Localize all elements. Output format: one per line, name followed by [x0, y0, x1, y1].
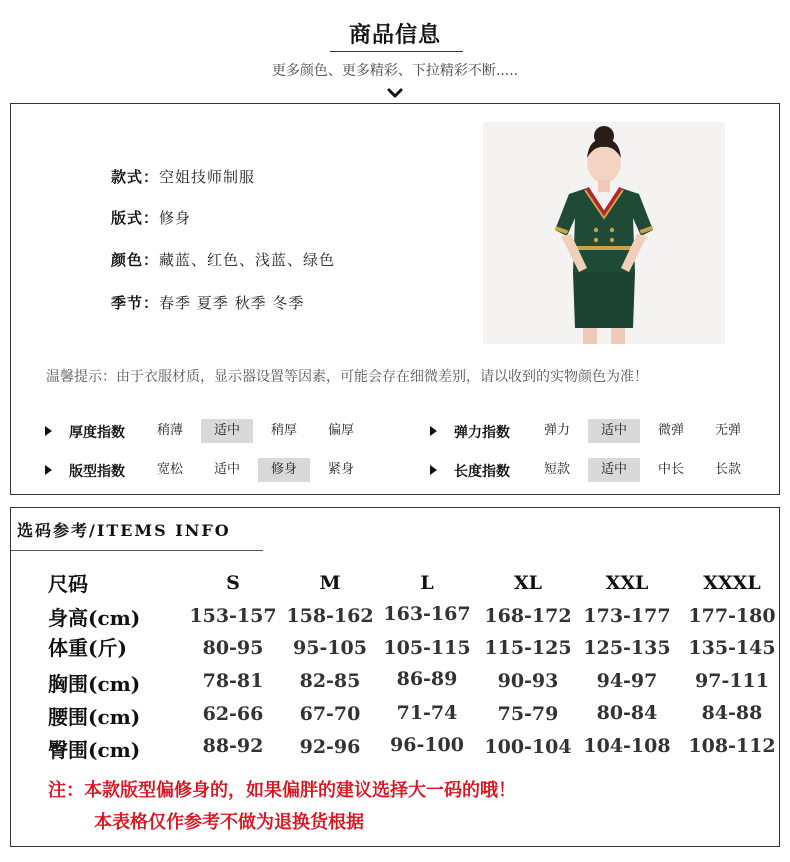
index-option: 适中 — [213, 462, 240, 477]
index-option: 无弹 — [714, 423, 741, 438]
index-option: 稍厚 — [270, 423, 297, 438]
page-title: 商品信息 — [348, 23, 441, 48]
triangle-right-icon — [45, 465, 52, 475]
spec-fit: 版式：修身 — [111, 209, 192, 227]
index-option-selected: 修身 — [258, 458, 310, 482]
size-header-l: L — [420, 572, 434, 594]
size-warning: 注：本款版型偏修身的，如果偏胖的建议选择大一码的哦！ — [48, 780, 516, 801]
index-option-selected: 适中 — [201, 419, 253, 443]
row-label-waist: 腰围(cm) — [48, 705, 141, 729]
table-cell: 75-79 — [497, 703, 559, 725]
table-cell: 88-92 — [202, 735, 264, 757]
table-cell: 80-95 — [202, 637, 264, 659]
row-label-weight: 体重(斤) — [48, 636, 127, 660]
index-option: 长款 — [714, 462, 741, 477]
size-disclaimer: 本表格仅作参考不做为退换货根据 — [94, 812, 364, 833]
table-cell: 80-84 — [596, 702, 658, 724]
spec-style: 款式：空姐技师制服 — [111, 168, 256, 186]
index-option: 微弹 — [657, 423, 684, 438]
index-option: 稍薄 — [156, 423, 183, 438]
size-header-xxl: XXL — [605, 572, 649, 594]
size-header-label: 尺码 — [48, 572, 88, 596]
index-option: 偏厚 — [327, 423, 354, 438]
index-option: 紧身 — [327, 462, 354, 477]
title-underline — [330, 51, 463, 52]
index-option-selected: 适中 — [588, 419, 640, 443]
product-photo — [483, 122, 725, 344]
index-length: 长度指数 短款 适中 中长 长款 — [396, 458, 780, 482]
size-chart-panel — [10, 507, 780, 847]
size-header-xxxl: XXXL — [703, 572, 761, 594]
spec-season: 季节：春季 夏季 秋季 冬季 — [111, 294, 305, 312]
index-option: 宽松 — [156, 462, 183, 477]
triangle-right-icon — [45, 426, 52, 436]
table-cell: 108-112 — [688, 735, 776, 757]
table-cell: 125-135 — [583, 637, 671, 659]
table-cell: 100-104 — [484, 736, 572, 758]
table-cell: 97-111 — [695, 670, 769, 692]
table-cell: 104-108 — [583, 735, 671, 757]
index-option: 中长 — [657, 462, 684, 477]
triangle-right-icon — [430, 465, 437, 475]
row-label-hip: 臀围(cm) — [48, 738, 141, 762]
table-cell: 135-145 — [688, 637, 776, 659]
table-cell: 92-96 — [299, 736, 361, 758]
page-subtitle: 更多颜色、更多精彩、下拉精彩不断..... — [271, 63, 519, 79]
table-cell: 62-66 — [202, 703, 264, 725]
row-label-chest: 胸围(cm) — [48, 672, 141, 696]
product-info-panel — [10, 103, 780, 495]
table-cell: 95-105 — [293, 637, 367, 659]
size-header-xl: XL — [513, 572, 543, 594]
index-option-selected: 适中 — [588, 458, 640, 482]
triangle-right-icon — [430, 426, 437, 436]
row-label-height: 身高(cm) — [48, 606, 141, 630]
table-cell: 105-115 — [383, 637, 471, 659]
table-cell: 84-88 — [701, 702, 763, 724]
size-chart-title: 选码参考/ITEMS INFO — [17, 521, 231, 540]
table-cell: 153-157 — [189, 605, 277, 627]
table-cell: 90-93 — [497, 670, 559, 692]
index-fit: 版型指数 宽松 适中 修身 紧身 — [11, 458, 396, 482]
index-elasticity: 弹力指数 弹力 适中 微弹 无弹 — [396, 419, 780, 443]
notice-text: 温馨提示：由于衣服材质，显示器设置等因素，可能会存在细微差别，请以收到的实物颜色为准！ — [46, 369, 648, 385]
table-cell: 78-81 — [202, 670, 264, 692]
table-cell: 96-100 — [390, 734, 464, 756]
spec-colors: 颜色：藏蓝、红色、浅蓝、绿色 — [111, 251, 336, 269]
table-cell: 86-89 — [396, 668, 458, 690]
table-cell: 158-162 — [286, 605, 374, 627]
table-cell: 71-74 — [396, 702, 458, 724]
table-cell: 82-85 — [299, 670, 361, 692]
table-cell: 115-125 — [484, 637, 572, 659]
table-cell: 177-180 — [688, 605, 776, 627]
index-thickness: 厚度指数 稍薄 适中 稍厚 偏厚 — [11, 419, 396, 443]
chevron-down-icon — [386, 86, 404, 100]
table-cell: 67-70 — [299, 703, 361, 725]
table-cell: 163-167 — [383, 603, 471, 625]
table-cell: 94-97 — [596, 670, 658, 692]
size-header-s: S — [226, 572, 240, 594]
size-header-m: M — [319, 572, 341, 594]
table-cell: 168-172 — [484, 605, 572, 627]
index-option: 短款 — [543, 462, 570, 477]
index-option: 弹力 — [543, 423, 570, 438]
table-cell: 173-177 — [583, 605, 671, 627]
